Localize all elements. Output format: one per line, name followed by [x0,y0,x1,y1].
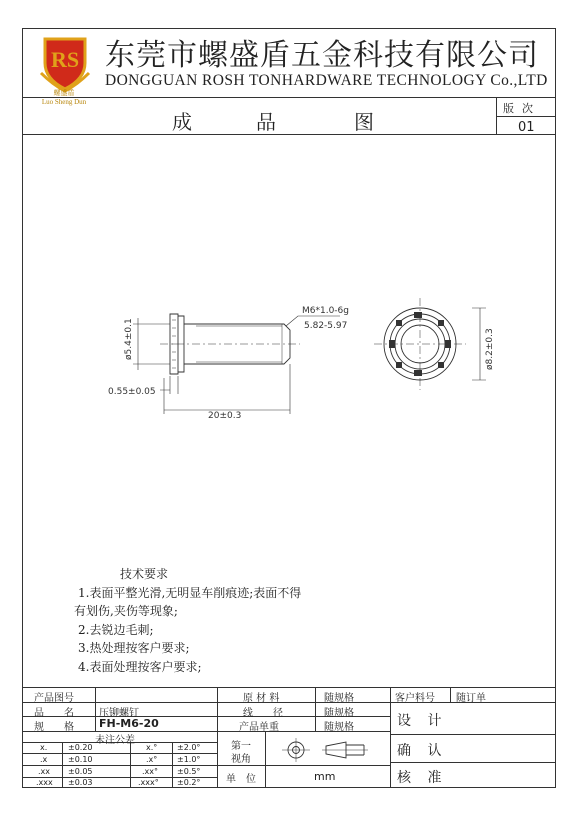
tol-a-3: .xxx [36,778,53,787]
weight-value: 随规格 [324,722,354,733]
dim-head-diameter: ø8.2±0.3 [485,328,495,370]
tol-c-0: x.° [146,743,158,752]
part-drawing [100,298,500,428]
weight-label: 产品单重 [239,722,279,733]
dim-flange-thickness: 0.55±0.05 [108,387,156,397]
version-label: 版次 [503,102,541,115]
logo-letters: RS [50,47,80,72]
tol-a-0: x. [40,743,48,752]
company-name-cn: 东莞市螺盛盾五金科技有限公司 [105,38,539,73]
material-label: 原 材 料 [243,693,280,704]
logo-text-cn: 螺盛盾 [53,89,75,97]
note-4: 4.表面处理按客户要求; [78,659,202,674]
unit-label: 单 位 [226,774,256,785]
title-divider [22,134,556,135]
note-2: 2.去锐边毛刺; [78,622,154,637]
wire-value: 随规格 [324,708,354,719]
dim-length: 20±0.3 [208,411,242,421]
tol-c-1: .x° [146,755,158,764]
tol-d-0: ±2.0° [177,743,201,752]
header-divider [22,97,556,98]
material-value: 随规格 [324,693,354,704]
tol-a-1: .x [40,755,48,764]
tol-c-3: .xxx° [138,778,159,787]
approve-label: 核 准 [397,770,448,786]
note-1b: 有划伤,夹伤等现象; [74,604,178,618]
company-logo [37,33,93,95]
thread-range: 5.82-5.97 [304,321,348,331]
tol-a-2: .xx [38,767,51,776]
note-3: 3.热处理按客户要求; [78,641,190,655]
tolerance-title: 未注公差 [95,735,135,746]
confirm-label: 确 认 [397,743,448,759]
version-value: 01 [518,120,535,135]
tol-b-2: ±0.05 [68,767,93,776]
view-label-1: 第一 [231,741,251,752]
product-no-label: 产品图号 [34,693,74,704]
customer-no-label: 客户料号 [395,693,435,704]
tol-d-1: ±1.0° [177,755,201,764]
tol-b-3: ±0.03 [68,778,93,787]
customer-no-value: 随订单 [456,693,486,704]
name-value: 压铆螺钉 [99,708,139,719]
thread-spec: M6*1.0-6g [302,306,349,316]
wire-label: 线 径 [243,708,283,719]
technical-notes [74,565,302,676]
tol-d-3: ±0.2° [177,778,201,787]
company-name-en: DONGGUAN ROSH TONHARDWARE TECHNOLOGY Co.,LTD [105,72,548,89]
version-split [496,116,556,117]
tol-d-2: ±0.5° [177,767,201,776]
tol-c-2: .xx° [142,767,159,776]
title-char-1: 成 [172,110,192,134]
tol-b-0: ±0.20 [68,743,93,752]
tol-b-1: ±0.10 [68,755,93,764]
unit-value: mm [314,770,336,783]
view-label-2: 视角 [231,754,251,765]
name-label: 品 名 [34,708,74,719]
title-char-2: 品 [256,110,276,134]
note-1: 1.表面平整光滑,无明显车削痕迹;表面不得 [78,585,302,600]
title-char-3: 图 [354,110,374,134]
design-label: 设 计 [397,713,448,729]
spec-value: FH-M6-20 [99,717,159,730]
spec-label: 规 格 [34,722,74,733]
notes-title: 技术要求 [120,567,169,581]
dim-shank-diameter: ø5.4±0.1 [124,318,134,360]
logo-text-en: Luo Sheng Dun [41,98,87,106]
projection-symbol-icon [278,737,378,763]
